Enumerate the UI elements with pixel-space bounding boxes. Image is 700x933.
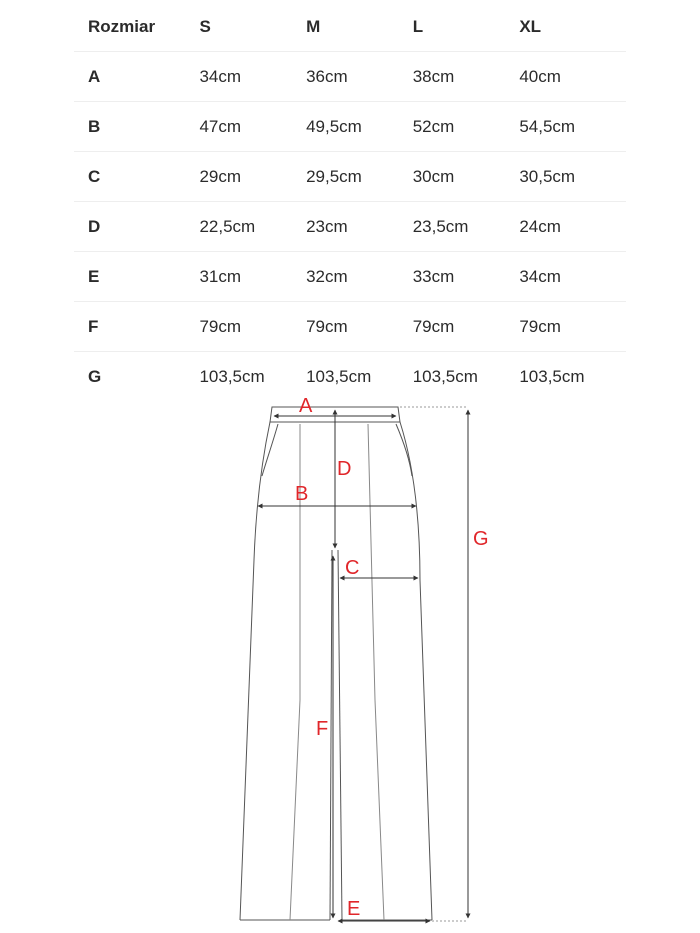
pocket-right — [396, 424, 412, 476]
row-label: E — [88, 266, 100, 286]
table-cell: 103,5cm — [412, 366, 478, 386]
label-c: C — [345, 557, 360, 579]
table-row — [74, 52, 626, 102]
left-leg-outer — [240, 422, 270, 920]
table-cell: 79cm — [412, 316, 455, 336]
table-cell: 22,5cm — [199, 216, 256, 236]
table-row — [74, 102, 626, 152]
table-cell: 103,5cm — [199, 366, 265, 386]
table-cell: 79cm — [306, 316, 348, 336]
label-d: D — [337, 458, 352, 480]
table-cell: 40cm — [519, 66, 561, 86]
table-cell: 103,5cm — [519, 366, 585, 386]
header-xl: XL — [519, 16, 542, 36]
table-row — [74, 152, 626, 202]
table-cell: 38cm — [412, 66, 455, 86]
table-cell: 36cm — [306, 66, 348, 86]
row-label: F — [88, 316, 99, 336]
table-cell: 32cm — [306, 266, 348, 286]
label-g: G — [473, 528, 489, 550]
table-cell: 79cm — [199, 316, 242, 336]
row-label: C — [88, 166, 101, 186]
table-cell: 30cm — [412, 166, 455, 186]
size-table — [74, 2, 626, 401]
row-label: B — [88, 116, 101, 136]
table-cell: 34cm — [519, 266, 561, 286]
table-row — [74, 302, 626, 352]
label-f: F — [316, 718, 329, 740]
table-cell: 23cm — [306, 216, 348, 236]
header-s: S — [199, 16, 211, 36]
label-b: B — [295, 483, 309, 505]
label-e: E — [347, 898, 361, 920]
table-cell: 30,5cm — [519, 166, 576, 186]
table-row — [74, 252, 626, 302]
table-cell: 79cm — [519, 316, 561, 336]
header-m: M — [306, 16, 321, 36]
table-cell: 47cm — [199, 116, 242, 136]
trousers-outline — [240, 407, 432, 920]
right-leg-inner — [338, 550, 342, 920]
header-l: L — [412, 16, 424, 36]
trousers-drawing — [0, 380, 700, 933]
header-size: Rozmiar — [88, 16, 156, 36]
row-label: G — [88, 366, 102, 386]
trousers-diagram — [0, 380, 700, 933]
table-cell: 54,5cm — [519, 116, 576, 136]
crease-right — [368, 424, 384, 920]
table-cell: 29cm — [199, 166, 242, 186]
table-cell: 52cm — [412, 116, 455, 136]
table-cell: 33cm — [412, 266, 455, 286]
left-leg-inner — [330, 550, 332, 920]
table-cell: 34cm — [199, 66, 242, 86]
table-cell: 29,5cm — [306, 166, 362, 186]
table-cell: 23,5cm — [412, 216, 469, 236]
table-row — [74, 202, 626, 252]
table-cell: 49,5cm — [306, 116, 362, 136]
row-label: D — [88, 216, 101, 236]
measurement-lines — [258, 407, 468, 921]
table-cell: 24cm — [519, 216, 561, 236]
table-cell: 31cm — [199, 266, 242, 286]
row-label: A — [88, 66, 101, 86]
right-leg-outer — [400, 422, 432, 920]
label-a: A — [299, 395, 313, 417]
table-cell: 103,5cm — [306, 366, 372, 386]
table-header-row — [74, 2, 626, 52]
